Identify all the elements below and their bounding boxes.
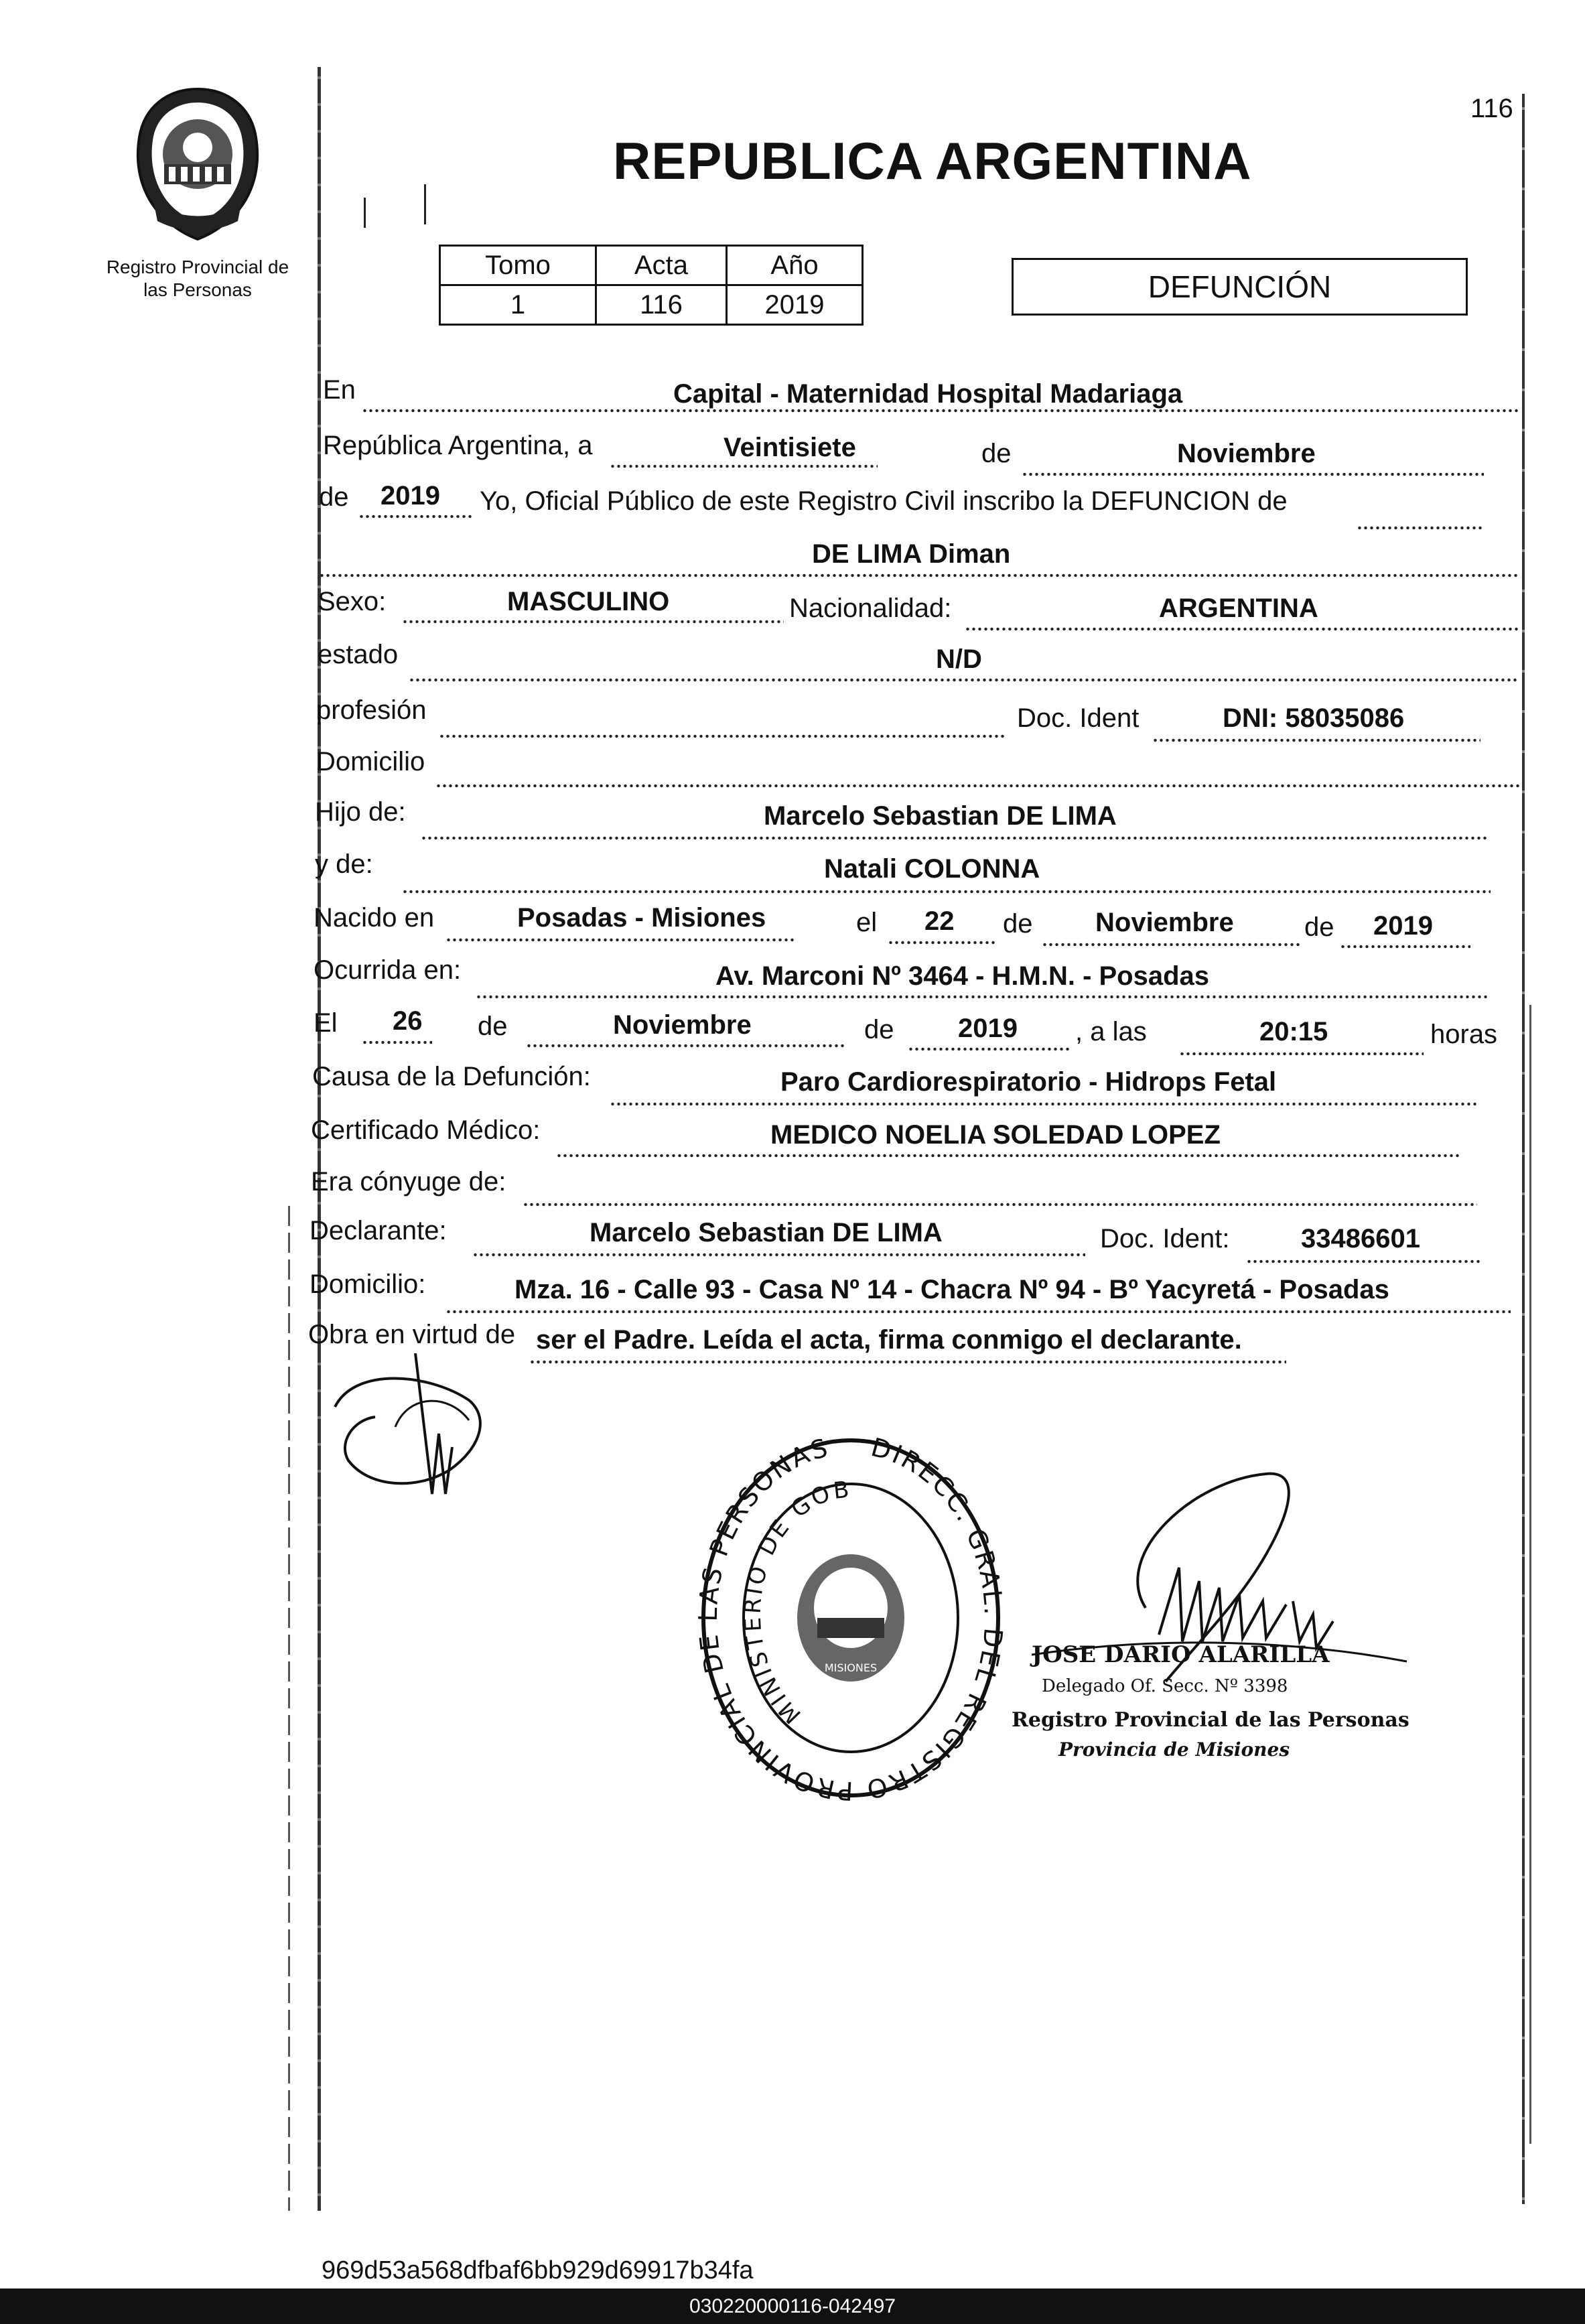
document-hash: 969d53a568dfbaf6bb929d69917b34fa <box>322 2256 754 2284</box>
declarante-value: Marcelo Sebastian DE LIMA <box>590 1218 943 1247</box>
scan-border-right <box>1522 94 1525 2204</box>
certificado-line <box>556 1154 1460 1158</box>
el-mes: Noviembre <box>613 1010 752 1040</box>
inscribo-line <box>1357 526 1484 530</box>
obra-line <box>529 1360 1286 1364</box>
estado-label: estado <box>318 640 399 669</box>
record-table-header-row <box>440 246 863 285</box>
scan-tick <box>364 198 366 228</box>
anio-header: Año <box>727 246 863 285</box>
nacionalidad-line <box>965 627 1519 631</box>
hijo-de-label: Hijo de: <box>315 797 406 827</box>
profesion-label: profesión <box>316 695 427 725</box>
el-mes-line <box>526 1044 844 1048</box>
doc-ident-value: DNI: 58035086 <box>1223 703 1405 733</box>
nacido-dia-line <box>888 941 995 945</box>
declarante-line <box>472 1253 1085 1257</box>
record-table-value-row <box>440 285 863 325</box>
el-de-label: de <box>478 1012 508 1041</box>
causa-line <box>610 1102 1477 1106</box>
domicilio-label: Domicilio <box>316 747 425 776</box>
document-type-box: DEFUNCIÓN <box>1012 258 1468 316</box>
declarante-doc-label: Doc. Ident: <box>1100 1224 1230 1253</box>
el-hora-line <box>1179 1052 1424 1056</box>
logo-caption <box>87 256 308 301</box>
ocurrida-value: Av. Marconi Nº 3464 - H.M.N. - Posadas <box>715 961 1210 991</box>
seal-outer-text: DIRECC. GRAL. DEL REGISTRO PROVINCIAL DE LAS PERSONAS <box>693 1434 1008 1806</box>
nombre-line <box>319 573 1519 577</box>
domicilio-line <box>435 784 1519 788</box>
el-alas-label: , a las <box>1075 1017 1147 1046</box>
domicilio-decl-line <box>445 1310 1511 1314</box>
profesion-line <box>439 734 1005 738</box>
anio-line <box>358 515 472 519</box>
ocurrida-label: Ocurrida en: <box>314 955 462 985</box>
officer-title: Delegado Of. Secc. Nº 3398 <box>1042 1676 1288 1696</box>
declarante-doc-value: 33486601 <box>1301 1224 1420 1253</box>
nacionalidad-label: Nacionalidad: <box>789 594 952 623</box>
ocurrida-line <box>476 995 1487 999</box>
scan-tick <box>424 184 426 224</box>
causa-value: Paro Cardiorespiratorio - Hidrops Fetal <box>780 1067 1277 1097</box>
el-anio-line <box>908 1047 1072 1051</box>
hijo-de-value: Marcelo Sebastian DE LIMA <box>764 801 1117 831</box>
seal-inner-text: MINISTERIO DE GOB <box>739 1476 853 1729</box>
el-dia-line <box>362 1040 432 1044</box>
declarante-label: Declarante: <box>309 1216 447 1245</box>
el-horas-label: horas <box>1430 1020 1498 1049</box>
obra-value: ser el Padre. Leída el acta, firma conmigo el declarante. <box>536 1325 1242 1355</box>
tomo-value: 1 <box>440 285 596 325</box>
nacido-de2-label: de <box>1304 912 1334 942</box>
officer-province: Provincia de Misiones <box>1058 1738 1290 1761</box>
certificado-value: MEDICO NOELIA SOLEDAD LOPEZ <box>770 1120 1221 1150</box>
declarant-signature-icon <box>315 1353 516 1507</box>
hijo-de-line <box>421 836 1487 840</box>
declarante-doc-line <box>1246 1259 1480 1263</box>
nacido-mes-line <box>1042 943 1300 947</box>
record-table <box>439 245 864 326</box>
y-de-value: Natali COLONNA <box>824 854 1040 884</box>
nacido-mes: Noviembre <box>1095 908 1234 937</box>
provincial-seal-icon <box>127 84 268 245</box>
nacido-el-label: el <box>856 908 878 937</box>
acta-value: 116 <box>596 285 727 325</box>
official-oval-stamp-icon <box>693 1434 1008 1809</box>
estado-value: N/D <box>936 644 982 674</box>
estado-line <box>409 678 1519 682</box>
y-de-line <box>402 890 1491 894</box>
el-dia: 26 <box>393 1006 423 1036</box>
y-de-label: y de: <box>315 849 373 879</box>
obra-label: Obra en virtud de <box>308 1320 516 1349</box>
doc-ident-label: Doc. Ident <box>1017 703 1140 733</box>
officer-registry: Registro Provincial de las Personas <box>1012 1708 1409 1732</box>
nacido-anio-line <box>1340 945 1470 949</box>
acta-header: Acta <box>596 246 727 285</box>
nacionalidad-value: ARGENTINA <box>1159 594 1318 623</box>
en-value: Capital - Maternidad Hospital Madariaga <box>673 379 1183 409</box>
footer-code: 030220000116-042497 <box>689 2295 896 2317</box>
el-hora: 20:15 <box>1259 1017 1328 1046</box>
seal-center-text: MISIONES <box>824 1661 878 1674</box>
el-de2-label: de <box>864 1015 894 1044</box>
logo-caption-line1: Registro Provincial de <box>106 257 289 277</box>
deceased-name: DE LIMA Diman <box>812 539 1011 569</box>
inscribo-label: Yo, Oficial Público de este Registro Civil inscribo la DEFUNCION de <box>480 486 1288 516</box>
page-title: REPUBLICA ARGENTINA <box>613 131 1252 190</box>
fecha-mes: Noviembre <box>1177 439 1316 468</box>
mes-line <box>1022 472 1484 476</box>
logo-caption-line2: las Personas <box>143 279 252 300</box>
officer-name: JOSE DARIO ALARILLA <box>1032 1641 1330 1668</box>
fecha-de2-label: de <box>319 482 349 512</box>
domicilio-decl-label: Domicilio: <box>309 1270 426 1299</box>
nacido-dia: 22 <box>924 906 955 936</box>
sexo-value: MASCULINO <box>507 587 670 616</box>
anio-value: 2019 <box>727 285 863 325</box>
scan-border-right-inner <box>1529 1005 1531 2144</box>
republica-label: República Argentina, a <box>323 431 593 460</box>
el-label: El <box>314 1008 338 1038</box>
conyuge-line <box>523 1203 1477 1207</box>
nacido-anio: 2019 <box>1373 911 1433 941</box>
scan-border-left-inner <box>288 1206 290 2211</box>
sexo-label: Sexo: <box>318 587 387 616</box>
fecha-de-label: de <box>981 439 1012 468</box>
nacido-label: Nacido en <box>314 903 435 933</box>
conyuge-label: Era cónyuge de: <box>311 1167 506 1197</box>
nacido-lugar: Posadas - Misiones <box>517 903 766 933</box>
fecha-anio: 2019 <box>381 481 440 510</box>
tomo-header: Tomo <box>440 246 596 285</box>
footer-code-bar <box>0 2288 1585 2324</box>
certificado-label: Certificado Médico: <box>311 1115 541 1145</box>
nacido-de-label: de <box>1003 909 1033 939</box>
doc-ident-line <box>1152 738 1480 742</box>
nacido-lugar-line <box>445 938 794 942</box>
en-label: En <box>323 375 356 405</box>
page-number: 116 <box>1470 94 1513 123</box>
fecha-dia: Veintisiete <box>723 433 856 462</box>
domicilio-decl-value: Mza. 16 - Calle 93 - Casa Nº 14 - Chacra Nº 94 - Bº Yacyretá - Posadas <box>514 1275 1389 1304</box>
causa-label: Causa de la Defunción: <box>312 1062 591 1091</box>
dia-line <box>610 464 878 468</box>
el-anio: 2019 <box>958 1014 1018 1043</box>
sexo-line <box>402 620 784 624</box>
